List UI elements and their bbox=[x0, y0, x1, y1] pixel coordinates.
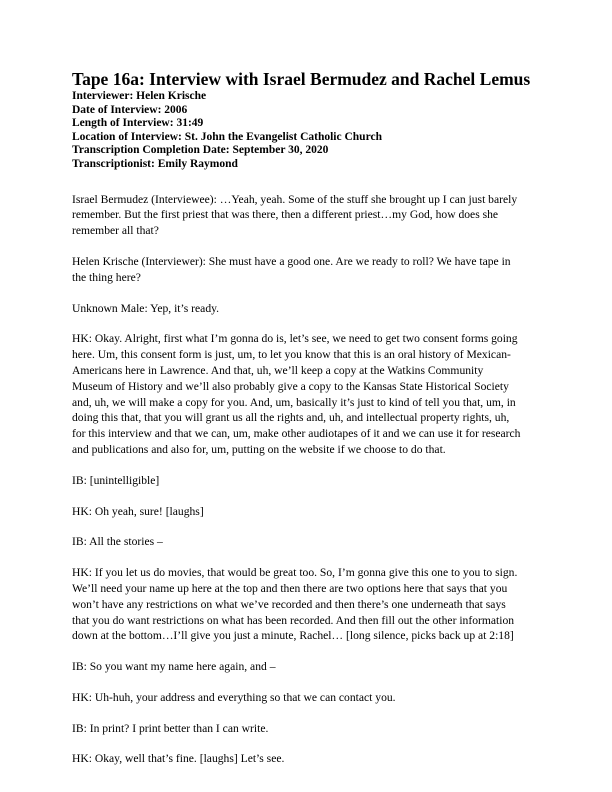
transcript-line: HK: If you let us do movies, that would be great too. So, I’m gonna give this one to you to sign. bbox=[72, 566, 518, 580]
paragraph-ib-stories bbox=[72, 534, 544, 550]
transcript-line: won’t have any restrictions on what we’ve recorded and then there’s one underneath that says bbox=[72, 597, 506, 611]
paragraph-consent-form-instructions bbox=[72, 565, 544, 644]
transcript-line: IB: So you want my name here again, and – bbox=[72, 660, 276, 674]
transcript-line: and, uh, we will make a copy for you. And, um, basically it’s just to kind of tell you that, um, in bbox=[72, 395, 516, 409]
transcript-line: Americans here in Lawrence. And that, uh, we’ll keep a copy at the Watkins Community bbox=[72, 363, 484, 377]
transcript-line: here. Um, this consent form is just, um, to let you know that this is an oral history of Mexican- bbox=[72, 348, 511, 362]
document-title: Tape 16a: Interview with Israel Bermudez and Rachel Lemus bbox=[72, 69, 531, 89]
paragraph-hk-address bbox=[72, 690, 544, 706]
transcript-line: doing this that, that you will grant us all the rights and, uh, and intellectual property rights, uh, bbox=[72, 411, 510, 425]
transcript-line: IB: All the stories – bbox=[72, 535, 163, 549]
interview-length-line: Length of Interview: 31:49 bbox=[72, 117, 204, 130]
transcript-line: HK: Uh-huh, your address and everything so that we can contact you. bbox=[72, 690, 396, 704]
transcript-page bbox=[72, 69, 544, 767]
interviewer-line: Interviewer: Helen Krische bbox=[72, 90, 207, 102]
paragraph-ib-print bbox=[72, 721, 544, 737]
transcript-line: IB: [unintelligible] bbox=[72, 473, 160, 487]
transcript-line: We’ll need your name up here at the top and then there are two options here that says that you bbox=[72, 581, 508, 595]
interview-location-line: Location of Interview: St. John the Evangelist Catholic Church bbox=[72, 130, 382, 143]
interview-date-line: Date of Interview: 2006 bbox=[72, 103, 188, 116]
paragraph-consent-explanation bbox=[72, 331, 544, 457]
transcript-line: HK: Oh yeah, sure! [laughs] bbox=[72, 504, 204, 518]
paragraph-krische-ready bbox=[72, 254, 544, 286]
paragraph-bermudez-intro bbox=[72, 192, 544, 239]
transcriptionist-line: Transcriptionist: Emily Raymond bbox=[72, 157, 238, 170]
paragraph-hk-laughs bbox=[72, 504, 544, 520]
transcript-line: Helen Krische (Interviewer): She must have a good one. Are we ready to roll? We have tape in bbox=[72, 254, 511, 268]
paragraph-ib-unintelligible bbox=[72, 473, 544, 489]
transcript-line: HK: Okay, well that’s fine. [laughs] Let’s see. bbox=[72, 752, 285, 766]
transcript-line: down at the bottom…I’ll give you just a minute, Rachel… [long silence, picks back up at 2:18] bbox=[72, 629, 514, 643]
transcript-line: IB: In print? I print better than I can write. bbox=[72, 721, 269, 735]
transcript-line: HK: Okay. Alright, first what I’m gonna do is, let’s see, we need to get two consent forms going bbox=[72, 332, 518, 346]
transcript-body bbox=[72, 192, 544, 768]
transcript-line: and publications and also for, um, putting on the website if we choose to do that. bbox=[72, 442, 446, 456]
transcription-date-line: Transcription Completion Date: September 30, 2020 bbox=[72, 144, 329, 157]
transcript-line: that you do want restrictions on what has been recorded. And then fill out the other information bbox=[72, 613, 515, 627]
transcript-line: the thing here? bbox=[72, 270, 141, 284]
transcript-line: for this interview and that we can, um, make other audiotapes of it and we can use it for research bbox=[72, 427, 521, 441]
paragraph-ib-name-again bbox=[72, 659, 544, 675]
paragraph-hk-fine bbox=[72, 751, 544, 767]
transcript-line: Unknown Male: Yep, it’s ready. bbox=[72, 301, 220, 315]
paragraph-unknown-male bbox=[72, 301, 544, 317]
transcript-line: Israel Bermudez (Interviewee): …Yeah, yeah. Some of the stuff she brought up I can just barely bbox=[72, 192, 518, 206]
transcript-line: remember all that? bbox=[72, 224, 159, 238]
transcript-line: Museum of History and we’ll also probably give a copy to the Kansas State Historical Society bbox=[72, 379, 509, 393]
interview-metadata bbox=[72, 90, 544, 172]
transcript-line: remember. But the first priest that was there, then a different priest…my God, how does she bbox=[72, 208, 499, 222]
